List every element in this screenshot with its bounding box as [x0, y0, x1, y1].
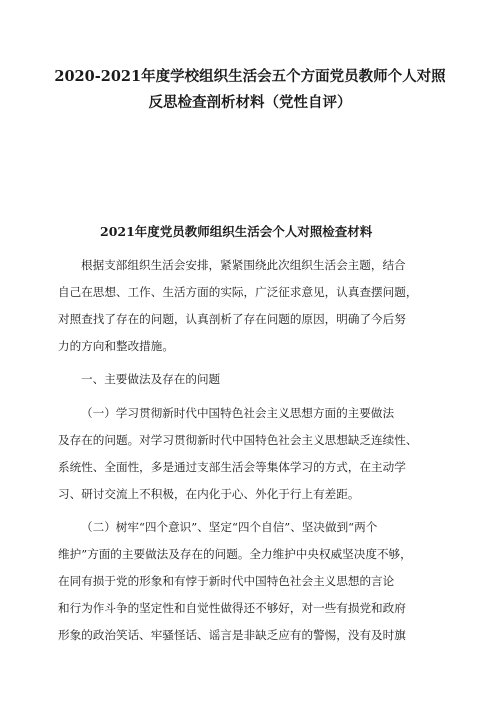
- document-subtitle: 2021年度党员教师组织生活会个人对照检查材料: [100, 224, 373, 239]
- document-title: [40, 64, 460, 116]
- intro-paragraph: [58, 252, 442, 360]
- section-paragraph-1: [58, 400, 442, 508]
- paragraph-line: 力的方向和整改措施。: [58, 339, 174, 353]
- paragraph-line: 形象的政治笑话、牢骚怪话、谣言是非缺乏应有的警惕，没有及时旗: [58, 628, 406, 642]
- paragraph-line: 一、主要做法及存在的问题: [81, 372, 221, 386]
- paragraph-line: （一）学习贯彻新时代中国特色社会主义思想方面的主要做法: [81, 406, 395, 420]
- paragraph-line: 根据支部组织生活会安排，紧紧围绕此次组织生活会主题，结合: [81, 258, 406, 272]
- paragraph-line: 系统性、全面性，多是通过支部生活会等集体学习的方式，在主动学: [58, 460, 406, 474]
- paragraph-line: 维护”方面的主要做法及存在的问题。全力维护中央权威坚决度不够，: [58, 547, 412, 561]
- paragraph-line: 自己在思想、工作、生活方面的实际，广泛征求意见，认真查摆问题，: [58, 285, 418, 299]
- section-paragraph-2: [58, 514, 442, 649]
- paragraph-line: 对照查找了存在的问题，认真剖析了存在问题的原因，明确了今后努: [58, 312, 406, 326]
- paragraph-line: 和行为作斗争的坚定性和自觉性做得还不够好，对一些有损党和政府: [58, 601, 406, 615]
- title-line: 反思检查剖析材料（党性自评）: [148, 94, 352, 111]
- title-line: 2020-2021年度学校组织生活会五个方面党员教师个人对照: [54, 68, 446, 85]
- section-heading: [58, 366, 442, 393]
- paragraph-line: （二）树牢“四个意识”、坚定“四个自信”、坚决做到“两个: [81, 520, 378, 534]
- paragraph-line: 及存在的问题。对学习贯彻新时代中国特色社会主义思想缺乏连续性、: [58, 433, 418, 447]
- paragraph-line: 习、研讨交流上不积极，在内化于心、外化于行上有差距。: [58, 487, 360, 501]
- paragraph-line: 在同有损于党的形象和有悖于新时代中国特色社会主义思想的言论: [58, 574, 395, 588]
